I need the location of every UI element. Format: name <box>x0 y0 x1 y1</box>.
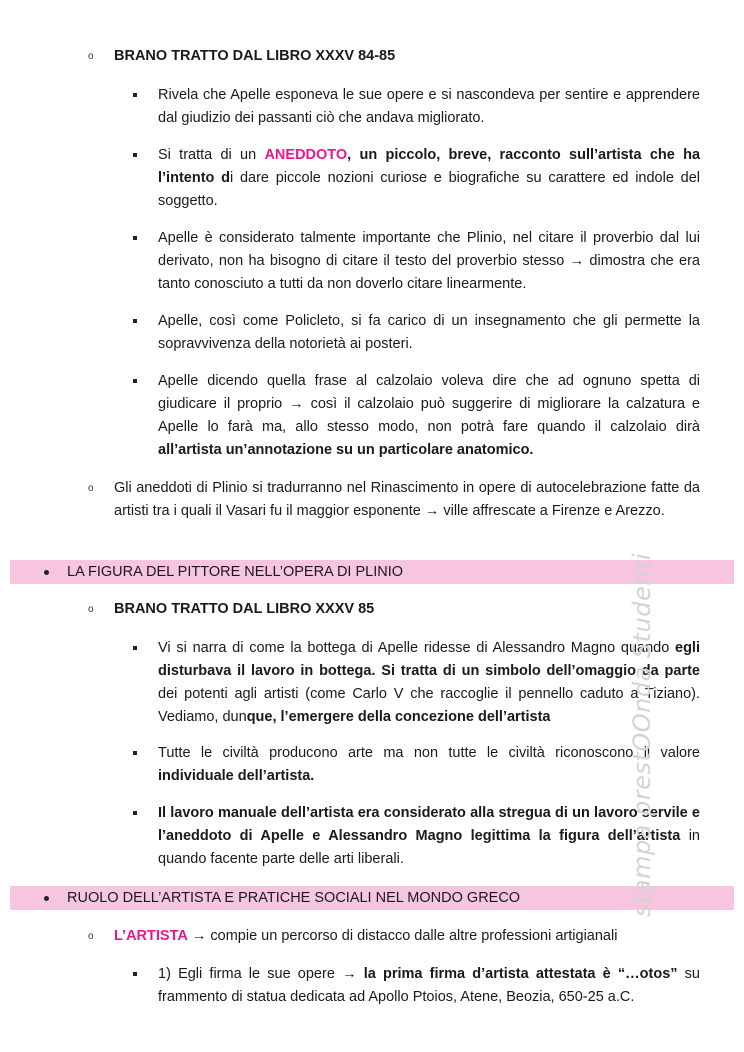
square-bullet-icon <box>133 93 137 97</box>
section-heading-ruolo-artista <box>10 886 734 910</box>
section-title: RUOLO DELL’ARTISTA E PRATICHE SOCIALI NEL MONDO GRECO <box>67 890 521 906</box>
text-run: Apelle dicendo quella frase al calzolaio voleva dire che ad ognuno spetta di giudicare il proprio → così il calzolaio può suggerire di migliorare la calzatura e Apelle lo farà ma, allo stesso modo, non potrà fare quando il calzolaio dirà <box>158 373 700 435</box>
bullet-item <box>128 637 700 729</box>
square-bullet-icon <box>133 646 137 650</box>
subheading-libro-84-85 <box>88 45 700 68</box>
square-bullet-icon <box>133 153 137 157</box>
dot-bullet-icon <box>44 570 49 575</box>
square-bullet-icon <box>133 379 137 383</box>
circle-bullet-icon: o <box>88 931 94 942</box>
bullet-text: Apelle, così come Policleto, si fa carico di un insegnamento che gli permette la sopravvivenza della notorietà ai posteri. <box>158 313 700 352</box>
bullet-text <box>158 370 700 462</box>
note-text: Gli aneddoti di Plinio si tradurranno nel Rinascimento in opere di autocelebrazione fatte da artisti tra i quali il Vasari fu il maggior esponente → ville affrescate a Firenze e Arezzo. <box>114 480 700 519</box>
circle-bullet-icon: o <box>88 51 94 62</box>
section-heading-pittore <box>10 560 734 584</box>
text-run-bold: individuale dell’artista. <box>158 768 315 784</box>
subheading-text: BRANO TRATTO DAL LIBRO XXXV 84-85 <box>114 48 396 64</box>
bullet-text <box>158 802 700 871</box>
text-run-bold: la prima firma d’artista attestata è “…otos” <box>363 966 678 982</box>
text-run: Tutte le civiltà producono arte ma non tutte le civiltà riconoscono il valore <box>158 745 700 761</box>
square-bullet-icon <box>133 811 137 815</box>
bullet-text: Apelle è considerato talmente importante che Plinio, nel citare il proverbio dal lui derivato, non ha bisogno di citare il testo del proverbio stesso → dimostra che era tanto conosciuto a tutti da non doverlo citare linearmente. <box>158 230 700 292</box>
text-run: Si tratta di un <box>158 147 265 163</box>
dot-bullet-icon <box>44 896 49 901</box>
bullet-item <box>128 227 700 296</box>
text-run: in quando facente parte delle arti liberali. <box>158 828 700 867</box>
text-run: → compie un percorso di distacco dalle altre professioni artigianali <box>187 928 618 944</box>
bullet-item <box>128 742 700 788</box>
bullet-text <box>158 637 700 729</box>
text-run: i dare piccole nozioni curiose e biografiche su carattere ed indole del soggetto. <box>158 170 700 209</box>
text-run-bold: all’artista un’annotazione su un particolare anatomico. <box>158 442 534 458</box>
text-run-bold: , un piccolo, breve, racconto sull’artista che ha l’intento d <box>158 147 701 186</box>
bullet-item <box>128 310 700 356</box>
subheading-artista <box>88 925 700 948</box>
square-bullet-icon <box>133 319 137 323</box>
note-aneddoti <box>88 477 700 523</box>
square-bullet-icon <box>133 972 137 976</box>
text-run-bold: Il lavoro manuale dell’artista era considerato alla stregua di un lavoro servile e l’aneddoto di Apelle e Alessandro Magno legittima la figura dell’artista <box>158 805 700 844</box>
bullet-item <box>128 84 700 130</box>
keyword-aneddoto: ANEDDOTO <box>264 147 348 163</box>
bullet-item <box>128 963 700 1009</box>
bullet-text <box>158 144 700 213</box>
section-title: LA FIGURA DEL PITTORE NELL’OPERA DI PLINIO <box>67 564 404 580</box>
bullet-item <box>128 370 700 462</box>
bullet-item <box>128 144 700 213</box>
text-run: su frammento di statua dedicata ad Apollo Ptoios, Atene, Beozia, 650-25 a.C. <box>158 966 701 1005</box>
bullet-text: Rivela che Apelle esponeva le sue opere e si nascondeva per sentire e apprendere dal giudizio dei passanti ciò che andava migliorato. <box>158 87 700 126</box>
text-run-bold: que, l’emergere della concezione dell’artista <box>246 709 551 725</box>
text-run: 1) Egli firma le sue opere → <box>158 966 364 982</box>
bullet-item <box>128 802 700 871</box>
subheading-text: BRANO TRATTO DAL LIBRO XXXV 85 <box>114 601 375 617</box>
subheading-libro-85 <box>88 598 700 621</box>
keyword-artista: L’ARTISTA <box>114 928 188 944</box>
square-bullet-icon <box>133 751 137 755</box>
circle-bullet-icon: o <box>88 483 94 494</box>
bullet-text <box>158 963 700 1009</box>
square-bullet-icon <box>133 236 137 240</box>
watermark: stampa prestOOnda Studenti <box>628 552 656 917</box>
text-run: dei potenti agli artisti (come Carlo V che raccoglie il pennello caduto a Tiziano). Vediamo, dun <box>158 686 700 725</box>
subheading-text <box>114 925 700 948</box>
text-run: Vi si narra di come la bottega di Apelle ridesse di Alessandro Magno quando <box>158 640 676 656</box>
bullet-text <box>158 742 700 788</box>
circle-bullet-icon: o <box>88 604 94 615</box>
text-run-bold: egli disturbava il lavoro in bottega. Si tratta di un simbolo dell’omaggio da parte <box>158 640 700 679</box>
